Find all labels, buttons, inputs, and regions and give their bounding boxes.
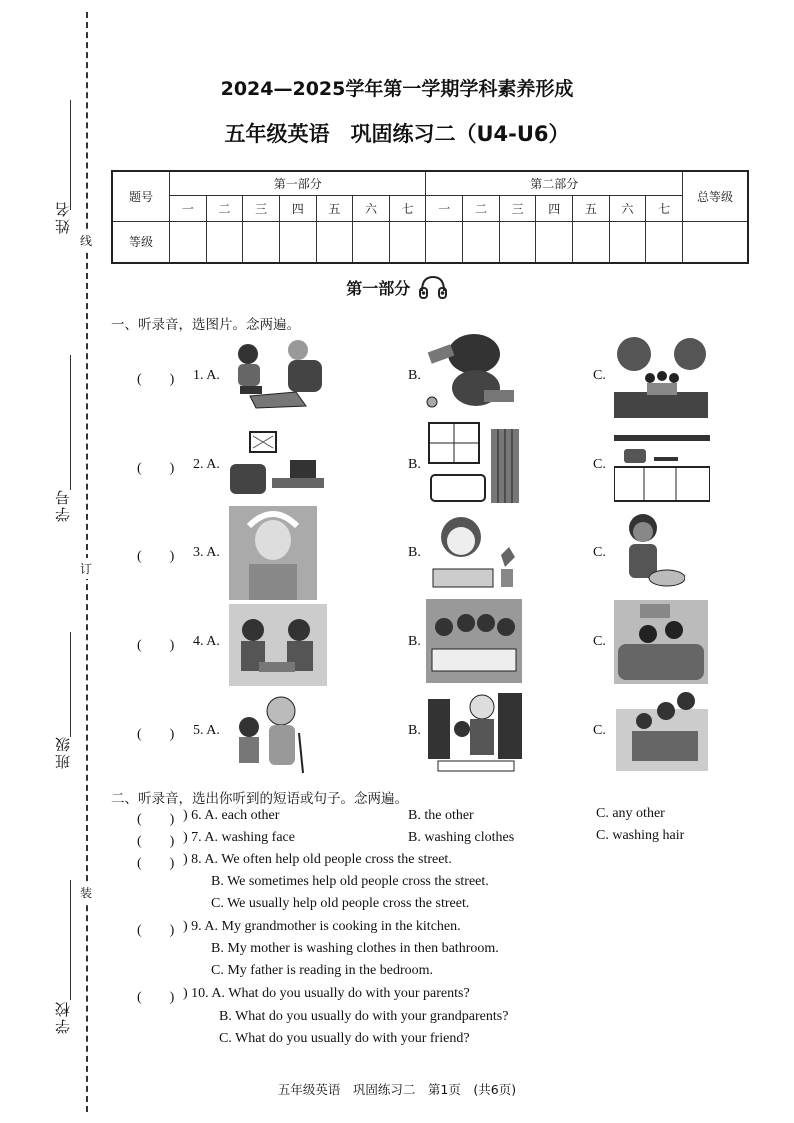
- part1-item-cell: 四: [279, 195, 316, 221]
- q7-option-c: C. washing hair: [596, 828, 685, 843]
- total-grade-cell[interactable]: [683, 221, 749, 263]
- item-header-cell: 题号: [112, 171, 170, 221]
- answer-bracket[interactable]: ( ): [137, 638, 175, 653]
- q10-option-c: C. What do you usually do with your friend?: [219, 1031, 470, 1046]
- class-write-line: [70, 632, 71, 737]
- grade-cell[interactable]: [463, 221, 500, 263]
- grade-cell[interactable]: [389, 221, 426, 263]
- section1-title: 一、听录音，选图片。念两遍。: [111, 317, 300, 333]
- grade-cell[interactable]: [316, 221, 353, 263]
- answer-bracket[interactable]: ( ): [137, 372, 175, 387]
- q7-option-a: ) 7. A. washing face: [183, 830, 295, 845]
- grade-cell[interactable]: [499, 221, 536, 263]
- student-id-write-line: [70, 355, 71, 490]
- answer-bracket[interactable]: ( ): [137, 461, 175, 476]
- part2-item-cell: 三: [499, 195, 536, 221]
- grade-cell[interactable]: [243, 221, 280, 263]
- binding-char-zhuang: 装: [79, 882, 93, 903]
- q3-c-label: C.: [593, 545, 606, 560]
- answer-bracket[interactable]: ( ): [137, 923, 175, 938]
- q4-a-label: 4. A.: [193, 634, 220, 649]
- student-id-label: 学号: [54, 488, 72, 522]
- q1-c-label: C.: [593, 368, 606, 383]
- part2-item-cell: 五: [573, 195, 610, 221]
- grade-cell[interactable]: [426, 221, 463, 263]
- q3-b-image-girl-reading: [427, 511, 521, 593]
- part1-item-cell: 三: [243, 195, 280, 221]
- q2-b-label: B.: [408, 457, 421, 472]
- q8-option-a: ) 8. A. We often help old people cross the street.: [183, 852, 452, 867]
- q3-a-label: 3. A.: [193, 545, 220, 560]
- part-one-title: 第一部分: [346, 279, 411, 298]
- class-label: 班级: [54, 735, 72, 769]
- answer-bracket[interactable]: ( ): [137, 990, 175, 1005]
- page-title-line2: 五年级英语 巩固练习二（U4-U6）: [224, 122, 570, 146]
- school-label: 学校: [54, 1000, 72, 1034]
- part2-item-cell: 四: [536, 195, 573, 221]
- q1-a-image-board-game: [226, 336, 342, 410]
- part1-item-cell: 五: [316, 195, 353, 221]
- q10-option-a: ) 10. A. What do you usually do with your parents?: [183, 986, 470, 1001]
- answer-bracket[interactable]: ( ): [137, 856, 175, 871]
- page-footer: 五年级英语 巩固练习二 第1页 (共6页): [277, 1082, 517, 1097]
- q4-b-image-family-dinner: [426, 599, 522, 683]
- q1-b-label: B.: [408, 368, 421, 383]
- q6-option-c: C. any other: [596, 806, 665, 821]
- grade-cell[interactable]: [353, 221, 390, 263]
- q7-option-b: B. washing clothes: [408, 830, 515, 845]
- part2-item-cell: 一: [426, 195, 463, 221]
- total-grade-header-cell: 总等级: [683, 171, 749, 221]
- grade-cell[interactable]: [573, 221, 610, 263]
- part1-item-cell: 一: [170, 195, 207, 221]
- headphones-icon: [418, 274, 448, 300]
- q8-option-c: C. We usually help old people cross the street.: [211, 896, 470, 911]
- q5-c-image-family-photo: [616, 689, 708, 775]
- q5-b-label: B.: [408, 723, 421, 738]
- answer-bracket[interactable]: ( ): [137, 834, 175, 849]
- school-write-line: [70, 880, 71, 1000]
- part1-header-cell: 第一部分: [170, 171, 426, 195]
- binding-char-ding: 订: [79, 558, 93, 579]
- grade-cell[interactable]: [170, 221, 207, 263]
- q5-b-image-cross-street: [428, 689, 522, 775]
- grade-cell[interactable]: [609, 221, 646, 263]
- q6-option-b: B. the other: [408, 808, 474, 823]
- binding-char-xian: 线: [79, 230, 93, 251]
- part2-header-cell: 第二部分: [426, 171, 683, 195]
- q9-option-c: C. My father is reading in the bedroom.: [211, 963, 434, 978]
- q4-c-label: C.: [593, 634, 606, 649]
- answer-bracket[interactable]: ( ): [137, 549, 175, 564]
- q2-c-image-kitchen: [614, 433, 710, 503]
- grade-cell[interactable]: [206, 221, 243, 263]
- part1-item-cell: 七: [389, 195, 426, 221]
- grade-cell[interactable]: [536, 221, 573, 263]
- part2-item-cell: 七: [646, 195, 683, 221]
- q4-c-image-sofa-family: [614, 600, 708, 684]
- part1-item-cell: 六: [353, 195, 390, 221]
- q3-c-image-washing-clothes: [621, 508, 685, 596]
- q2-a-label: 2. A.: [193, 457, 220, 472]
- answer-bracket[interactable]: ( ): [137, 727, 175, 742]
- q3-b-label: B.: [408, 545, 421, 560]
- q3-a-image-washing-hair: [229, 506, 317, 600]
- q10-option-b: B. What do you usually do with your grandparents?: [219, 1009, 509, 1024]
- part-one-heading: [0, 274, 794, 300]
- q2-b-image-bathroom: [427, 421, 521, 505]
- q4-a-image-arguing: [229, 604, 327, 686]
- q9-option-a: ) 9. A. My grandmother is cooking in the kitchen.: [183, 919, 461, 934]
- q5-a-label: 5. A.: [193, 723, 220, 738]
- q1-a-label: 1. A.: [193, 368, 220, 383]
- score-table: [111, 170, 749, 264]
- part2-item-cell: 二: [463, 195, 500, 221]
- q5-a-image-boy-helps-grandma: [229, 693, 309, 775]
- q2-a-image-living-room: [226, 430, 324, 502]
- q6-option-a: ) 6. A. each other: [183, 808, 280, 823]
- answer-bracket[interactable]: ( ): [137, 812, 175, 827]
- q4-b-label: B.: [408, 634, 421, 649]
- part2-item-cell: 六: [609, 195, 646, 221]
- page-title-line1: 2024—2025学年第一学期学科素养形成: [220, 78, 574, 100]
- grade-cell[interactable]: [646, 221, 683, 263]
- q1-b-image-ping-pong: [424, 330, 518, 414]
- part1-item-cell: 二: [206, 195, 243, 221]
- section2-title: 二、听录音，选出你听到的短语或句子。念两遍。: [111, 791, 408, 807]
- q5-c-label: C.: [593, 723, 606, 738]
- q2-c-label: C.: [593, 457, 606, 472]
- grade-cell[interactable]: [279, 221, 316, 263]
- q8-option-b: B. We sometimes help old people cross the street.: [211, 874, 489, 889]
- name-label: 姓名: [54, 200, 72, 234]
- q9-option-b: B. My mother is washing clothes in then bathroom.: [211, 941, 499, 956]
- grade-header-cell: 等级: [112, 221, 170, 263]
- name-write-line: [70, 100, 71, 210]
- q1-c-image-family-in-park: [614, 334, 708, 418]
